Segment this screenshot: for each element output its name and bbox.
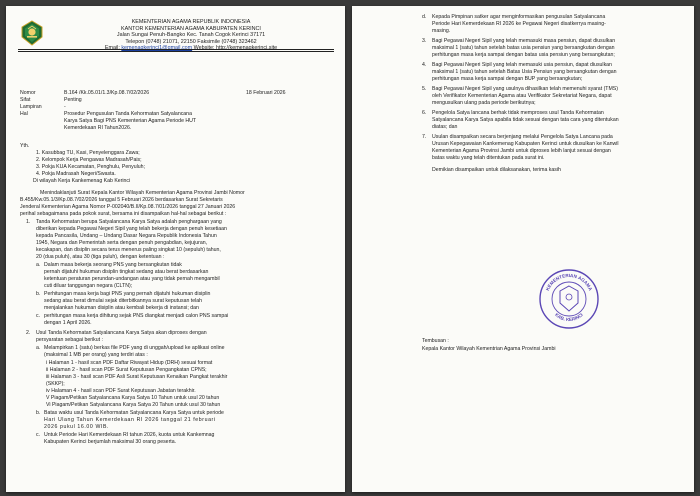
stamp-top-text: KEMENTERIAN AGAMA xyxy=(544,272,594,292)
item-5-number: 5. xyxy=(422,86,427,92)
nomor-label: Nomor xyxy=(20,90,36,96)
addressee-item: 1. Kasubbag TU, Kasi, Penyelenggara Zawa; xyxy=(36,150,140,156)
letterhead xyxy=(76,19,306,52)
addressee-item: 3. Pokja KUA Kecamatan, Penghulu, Penyuluh; xyxy=(36,164,146,170)
sifat-label: Sifat xyxy=(20,97,31,103)
item-4-line: perhitungan masa kerja sampai dengan BUP yang bersangkutan; xyxy=(432,76,583,82)
requirement-item: i Halaman 1 - hasil scan PDF Daftar Riwayat Hidup (DRH) sesuai format xyxy=(46,360,213,366)
section-1-a-line: pernah dijatuhi hukuman disiplin tingkat sedang atau berat berdasarkan xyxy=(44,269,209,275)
section-2-a-line: (maksimal 1 MB per orang) yang terdiri atas : xyxy=(44,352,148,358)
section-1-b-mark: b. xyxy=(36,291,41,297)
section-1-b-line: Perhitungan masa kerja bagi PNS yang pernah dijatuhi hukuman disiplin xyxy=(44,291,211,297)
letter-page-2 xyxy=(352,6,694,492)
svg-text:KAB. KERINCI xyxy=(554,312,584,322)
item-6-line: Satyalancana Karya Satya apabila tidak sesuai dengan tata cara yang ditentukan xyxy=(432,117,619,123)
item-4-line: maksimal 1 (satu) tahun setelah Batas Usia Pensiun yang bersangkutan dengan xyxy=(432,69,617,75)
addressee-item: 2. Kelompok Kerja Pengawas Madrasah/Pais; xyxy=(36,157,142,163)
item-6-number: 6. xyxy=(422,110,427,116)
letter-page-1 xyxy=(6,6,345,492)
intro-line: perihal sebagaimana pada pokok surat, bersama ini disampaikan hal-hal sebagai berikut : xyxy=(20,211,227,217)
requirement-item: Vi Piagam/Petikan Satyalancana Karya Satya 20 Tahun untuk usul 30 tahun xyxy=(46,402,221,408)
letterhead-address: Jalan Sungai Penuh-Bangko Kec. Tanah Cogok Kerinci 37171 xyxy=(116,32,266,39)
item-3-line: maksimal 1 (satu) tahun setelah batas usia pensiun yang bersangkutan dengan xyxy=(432,45,615,51)
section-1-a-mark: a. xyxy=(36,262,41,268)
sifat-value: Penting xyxy=(64,97,82,103)
requirement-item: iv Halaman 4 - hasil scan PDF Surat Keputusan Jabatan terakhir. xyxy=(46,388,196,394)
item-4-number: 4. xyxy=(422,62,427,68)
yth-label: Yth. xyxy=(20,143,30,149)
section-2-number: 2. xyxy=(26,330,31,336)
section-2-b-line: Batas waktu usul Tanda Kehormatan Satyalancana Karya Satya untuk periode xyxy=(44,410,224,416)
item-7-line: Urusan Kepegawaian Kankemenag Kabupaten Kerinci untuk diusulkan ke Kanwil xyxy=(432,141,619,147)
official-stamp-icon xyxy=(538,268,600,330)
section-1-line: diberikan kepada Pegawai Negeri Sipil yang telah bekerja dengan penuh kesetiaan xyxy=(36,226,227,232)
tembusan-label: Tembusan : xyxy=(422,338,449,344)
requirement-item: V Piagam/Petikan Satyalancana Karya Satya 10 Tahun untuk usul 20 tahun xyxy=(46,395,220,401)
section-2-c-line: Kabupaten Kerinci berjumlah maksimal 30 orang peserta. xyxy=(44,439,177,445)
section-1-c-mark: c. xyxy=(36,313,41,319)
section-2-c-mark: c. xyxy=(36,432,41,438)
section-2-b-line: 2026 pukul 16.00 WIB. xyxy=(44,424,110,430)
item-5-line: oleh Verifikator Kementerian Agama atau Verifikator Sekretariat Negara, dapat xyxy=(432,93,612,99)
item-6-line: diatas; dan xyxy=(432,124,458,130)
letterhead-office: KANTOR KEMENTERIAN AGAMA KABUPATEN KERINCI xyxy=(121,25,261,32)
stamp-bottom-text: KAB. KERINCI xyxy=(554,312,584,323)
section-2-b-mark: b. xyxy=(36,410,41,416)
item-5-line: Bagi Pegawai Negeri Sipil yang usulnya dihasilkan telah memenuhi syarat (TMS) xyxy=(432,86,618,92)
letterhead-rule-thin xyxy=(18,51,334,52)
hal-line: Prosedur Pengusulan Tanda Kehormatan Satyalancana xyxy=(64,111,192,117)
section-2-c-line: Untuk Periode Hari Kemerdekaan RI tahun 2026, kuota untuk Kankemnag xyxy=(44,432,215,438)
section-1-line: kecakapan, dan disiplin secara terus menerus paling singkat 10 (sepuluh) tahun, xyxy=(36,247,221,253)
lampiran-value: - xyxy=(64,104,66,110)
closing-sentence: Demikian disampaikan untuk dilaksanakan, terima kasih xyxy=(432,167,561,173)
section-1-line: Tanda Kehormatan berupa Satyalancana Karya Satya adalah penghargaan yang xyxy=(36,219,222,225)
item-7-line: Usulan disampaikan secara berjenjang melalui Pengelola Satya Lancana pada xyxy=(432,134,613,140)
item-d-line: Periode Hari Kemerdekaan RI 2026 ke Pegawai Negeri disatkerrya masing- xyxy=(432,21,606,27)
hal-label: Hal xyxy=(20,111,28,117)
section-2-a-line: Melampirkan 1 (satu) berkas file PDF yang di unggah/upload ke aplikasi online xyxy=(44,345,225,351)
item-7-line: batas waktu yang telah ditentukan pada surat ini. xyxy=(432,155,545,161)
section-1-b-line: sedang atau berat dimulai sejak diterbitkannya surat keputusan telah xyxy=(44,298,203,304)
section-2-a-mark: a. xyxy=(36,345,41,351)
requirement-item: iii Halaman 3 - hasil scan PDF Asli Surat Keputusan Kenaikan Pangkat terakhir xyxy=(46,374,228,380)
nomor-value: B.164 /Kk.05.01/1.3/Kp.08.7/02/2026 xyxy=(64,90,150,96)
addressee-region: Di wilayah Kerja Kankemenag Kab Kerinci xyxy=(33,178,131,184)
item-d-line: masing. xyxy=(432,28,451,34)
section-1-line: 20 (dua puluh), atau 30 (tiga puluh), dengan ketentuan : xyxy=(36,254,165,260)
section-2-line: Usul Tanda Kehormatan Satyalancana Karya Satya akan diproses dengan xyxy=(36,330,207,336)
section-1-c-line: perhitungan masa kerja dihitung sejak PNS diangkat menjadi calon PNS sampai xyxy=(44,313,229,319)
kemenag-logo-icon xyxy=(20,20,44,46)
item-3-line: Bagi Pegawai Negeri Sipil yang telah memasuki masa pensiun, dapat diusulkan xyxy=(432,38,616,44)
item-7-number: 7. xyxy=(422,134,427,140)
item-d-line: Kepada Pimpinan satker agar menginformasikan pengusulan Satyalancana xyxy=(432,14,606,20)
letterhead-ministry: KEMENTERIAN AGAMA REPUBLIK INDONESIA xyxy=(131,19,251,25)
item-3-line: perhitungan masa kerja sampai dengan batas usia pensiun yang bersangkutan; xyxy=(432,52,615,58)
section-2-line: persyaratan sebagai berikut : xyxy=(36,337,103,343)
intro-line: B.455/Kw.05.1/3/Kp.08.7/02/2026 tanggal 5 Februari 2026 berdasarkan Surat Sekretaris xyxy=(20,197,223,203)
intro-line: Menindaklanjuti Surat Kepala Kantor Wilayah Kementerian Agama Provinsi Jambi Nomor xyxy=(40,190,245,196)
section-2-b-line: Hari Ulang Tahun Kemerdekaan RI 2026 tanggal 21 februari xyxy=(44,417,216,423)
section-1-line: kepada Pancasila, Undang – Undang Dasar Negara Republik Indonesia Tahun xyxy=(36,233,217,239)
intro-line: Jenderal Kementerian Agama Nomor P-002040/B.II/Kp.08.7/01/2026 tanggal 27 Januari 2026 xyxy=(20,204,236,210)
letterhead-phone: Telepon (0748) 21071, 22150 Faksimile (0748) 323462 xyxy=(125,38,257,45)
section-1-a-line: cuti diluar tanggungan negara (CLTN); xyxy=(44,283,133,289)
item-4-line: Bagi Pegawai Negeri Sipil yang telah memasuki usia pensiun, dapat diusulkan xyxy=(432,62,612,68)
section-1-b-line: menjalankan hukuman disiplin atau kembali bekerja di instansi; dan xyxy=(44,305,199,311)
lampiran-label: Lampiran xyxy=(20,104,42,110)
section-1-a-line: ketentuan peraturan perundan-undangan atau yang tidak pernah mengambil xyxy=(44,276,220,282)
letterhead-rule-thick xyxy=(18,49,334,50)
letter-date: 18 Februari 2026 xyxy=(246,90,286,96)
addressee-item: 4. Pokja Madrasah Negeri/Swasta. xyxy=(36,171,116,177)
section-1-a-line: Dalam masa bekerja seorang PNS yang bersangkutan tidak xyxy=(44,262,182,268)
section-1-number: 1. xyxy=(26,219,31,225)
requirement-item: ii Halaman 2 - hasil scan PDF Surat Keputusan Pengangkatan CPNS; xyxy=(46,367,207,373)
section-1-c-line: dengan 1 April 2026. xyxy=(44,320,92,326)
section-1-line: 1945, Negara dan Pemerintah serta dengan penuh pengabdian, kejujuran, xyxy=(36,240,208,246)
item-d-mark: d. xyxy=(422,14,427,20)
tembusan-recipient: Kepala Kantor Wilayah Kementrian Agama Provinsi Jambi xyxy=(422,346,556,352)
hal-line: Karya Satya Bagi PNS Kementerian Agama Periode HUT xyxy=(64,118,197,124)
item-7-line: Kementerian Agama Provinsi Jambi untuk diproses lebih lanjut sesuai dengan xyxy=(432,148,611,154)
item-3-number: 3. xyxy=(422,38,427,44)
item-6-line: Pengelola Satya lancana berhak tidak memproses usul Tanda Kehormatan xyxy=(432,110,604,116)
hal-line: Kemerdekaan RI Tahun2026. xyxy=(64,125,132,131)
requirement-item: (SKKP); xyxy=(46,381,65,387)
item-5-line: mengusulkan ulang pada periode berikutnya; xyxy=(432,100,536,106)
